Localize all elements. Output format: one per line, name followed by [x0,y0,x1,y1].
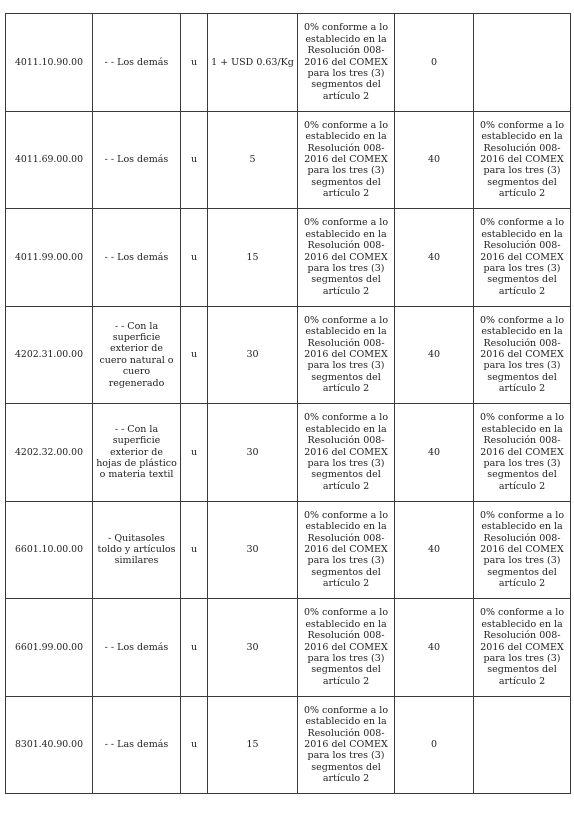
table-row [6,599,571,697]
tariff-code-cell: 4202.32.00.00 [6,404,93,502]
description-cell: - - Las demás [93,696,181,794]
resolution-note-secondary-cell [474,14,571,112]
unit-cell: u [181,696,208,794]
resolution-note-cell: 0% conforme a lo establecido en la Resolución 008-2016 del COMEX para los tres (3) segmentos del artículo 2 [298,306,395,404]
table-row [6,209,571,307]
table-row [6,306,571,404]
rate-cell: 5 [208,111,298,209]
value-cell: 0 [395,696,474,794]
table-row [6,404,571,502]
resolution-note-cell: 0% conforme a lo establecido en la Resolución 008-2016 del COMEX para los tres (3) segmentos del artículo 2 [298,404,395,502]
value-cell: 40 [395,404,474,502]
tariff-code-cell: 4011.99.00.00 [6,209,93,307]
table-row [6,696,571,794]
unit-cell: u [181,306,208,404]
description-cell: - - Los demás [93,209,181,307]
resolution-note-cell: 0% conforme a lo establecido en la Resolución 008-2016 del COMEX para los tres (3) segmentos del artículo 2 [298,599,395,697]
value-cell: 40 [395,209,474,307]
resolution-note-secondary-cell: 0% conforme a lo establecido en la Resolución 008-2016 del COMEX para los tres (3) segmentos del artículo 2 [474,306,571,404]
resolution-note-cell: 0% conforme a lo establecido en la Resolución 008-2016 del COMEX para los tres (3) segmentos del artículo 2 [298,696,395,794]
rate-cell: 1 + USD 0.63/Kg [208,14,298,112]
description-cell: - - Los demás [93,14,181,112]
resolution-note-cell: 0% conforme a lo establecido en la Resolución 008-2016 del COMEX para los tres (3) segmentos del artículo 2 [298,14,395,112]
description-cell: - Quitasoles toldo y artículos similares [93,501,181,599]
resolution-note-secondary-cell [474,696,571,794]
resolution-note-cell: 0% conforme a lo establecido en la Resolución 008-2016 del COMEX para los tres (3) segmentos del artículo 2 [298,111,395,209]
tariff-table-body [6,14,571,794]
table-row [6,501,571,599]
table-row [6,14,571,112]
resolution-note-secondary-cell: 0% conforme a lo establecido en la Resolución 008-2016 del COMEX para los tres (3) segmentos del artículo 2 [474,209,571,307]
tariff-code-cell: 8301.40.90.00 [6,696,93,794]
tariff-table [5,13,571,794]
value-cell: 40 [395,306,474,404]
unit-cell: u [181,111,208,209]
resolution-note-secondary-cell: 0% conforme a lo establecido en la Resolución 008-2016 del COMEX para los tres (3) segmentos del artículo 2 [474,404,571,502]
rate-cell: 30 [208,599,298,697]
rate-cell: 15 [208,696,298,794]
value-cell: 0 [395,14,474,112]
rate-cell: 15 [208,209,298,307]
value-cell: 40 [395,501,474,599]
resolution-note-cell: 0% conforme a lo establecido en la Resolución 008-2016 del COMEX para los tres (3) segmentos del artículo 2 [298,209,395,307]
tariff-code-cell: 4011.10.90.00 [6,14,93,112]
description-cell: - - Los demás [93,599,181,697]
tariff-code-cell: 4202.31.00.00 [6,306,93,404]
resolution-note-cell: 0% conforme a lo establecido en la Resolución 008-2016 del COMEX para los tres (3) segmentos del artículo 2 [298,501,395,599]
resolution-note-secondary-cell: 0% conforme a lo establecido en la Resolución 008-2016 del COMEX para los tres (3) segmentos del artículo 2 [474,111,571,209]
unit-cell: u [181,404,208,502]
rate-cell: 30 [208,306,298,404]
unit-cell: u [181,209,208,307]
unit-cell: u [181,501,208,599]
unit-cell: u [181,599,208,697]
tariff-code-cell: 6601.99.00.00 [6,599,93,697]
description-cell: - - Con la superficie exterior de hojas de plástico o materia textil [93,404,181,502]
rate-cell: 30 [208,404,298,502]
description-cell: - - Los demás [93,111,181,209]
resolution-note-secondary-cell: 0% conforme a lo establecido en la Resolución 008-2016 del COMEX para los tres (3) segmentos del artículo 2 [474,501,571,599]
tariff-code-cell: 6601.10.00.00 [6,501,93,599]
resolution-note-secondary-cell: 0% conforme a lo establecido en la Resolución 008-2016 del COMEX para los tres (3) segmentos del artículo 2 [474,599,571,697]
table-row [6,111,571,209]
rate-cell: 30 [208,501,298,599]
value-cell: 40 [395,599,474,697]
value-cell: 40 [395,111,474,209]
tariff-code-cell: 4011.69.00.00 [6,111,93,209]
description-cell: - - Con la superficie exterior de cuero natural o cuero regenerado [93,306,181,404]
unit-cell: u [181,14,208,112]
